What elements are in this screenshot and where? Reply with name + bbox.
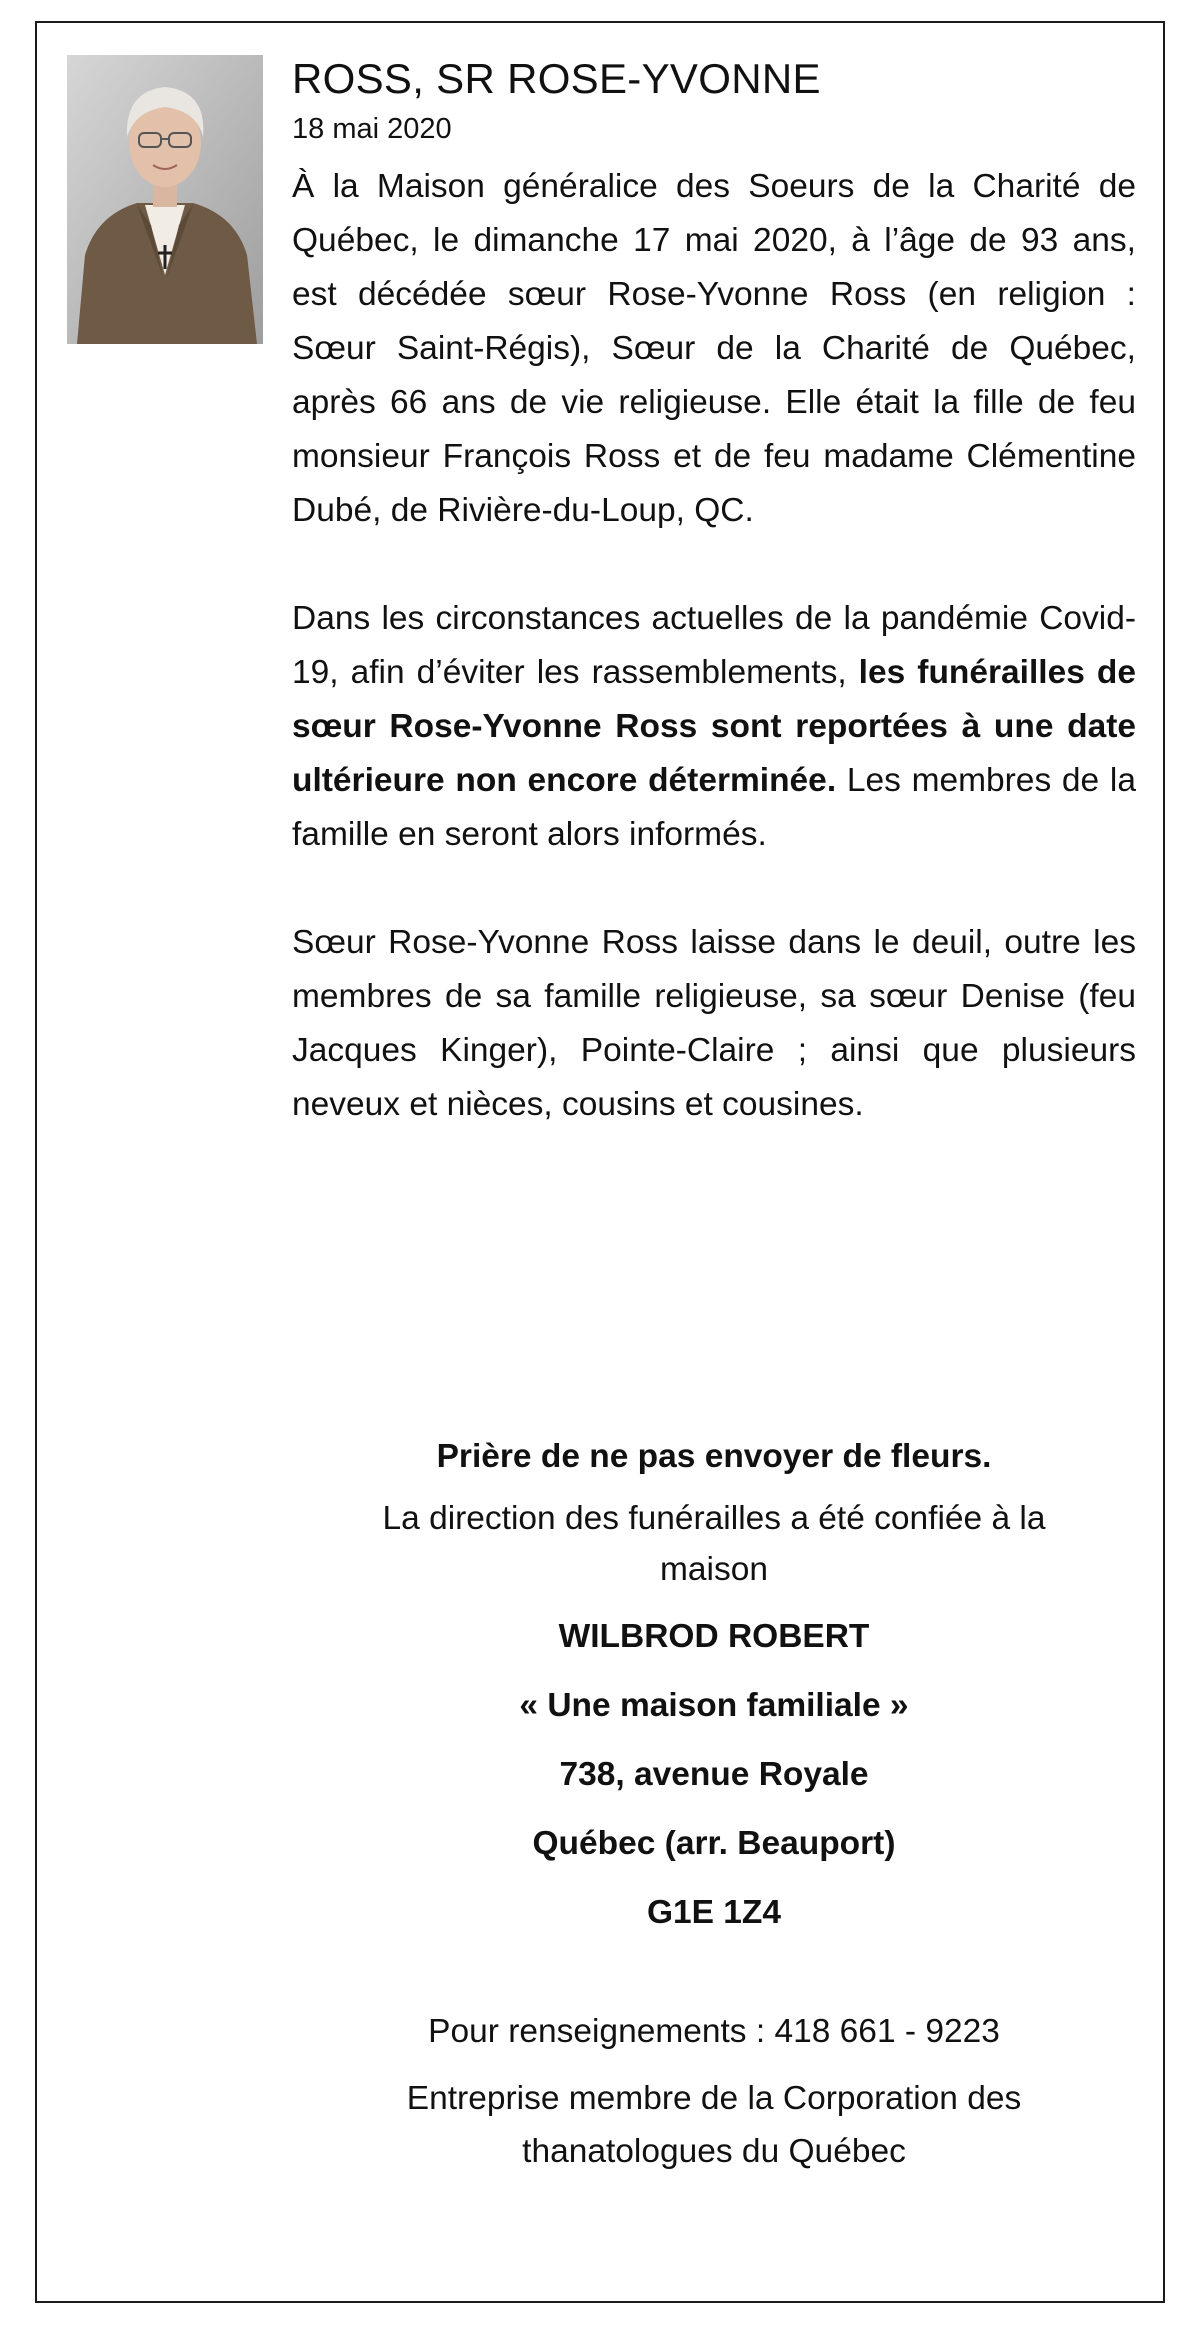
- paragraph-mourners: Sœur Rose-Yvonne Ross laisse dans le deuil, outre les membres de sa famille religieuse, sa sœur Denise (feu Jacques Kinger), Pointe-Claire ; ainsi que plusieurs neveux et nièces, cousins et cousines.: [292, 924, 1136, 1123]
- funeral-home-postal-code: G1E 1Z4: [646, 1894, 782, 1931]
- notice-date: 18 mai 2020: [292, 113, 452, 145]
- no-flowers-note: Prière de ne pas envoyer de fleurs.: [436, 1438, 992, 1475]
- funeral-home-name: WILBROD ROBERT: [558, 1618, 870, 1655]
- funeral-home-address: 738, avenue Royale: [559, 1756, 869, 1793]
- info-phone: Pour renseignements : 418 661 - 9223: [428, 2013, 1000, 2050]
- funeral-home-block: [292, 1432, 1136, 2178]
- funeral-home-city: Québec (arr. Beauport): [532, 1825, 896, 1862]
- paragraph-death: À la Maison généralice des Soeurs de la Charité de Québec, le dimanche 17 mai 2020, à l’âge de 93 ans, est décédée sœur Rose-Yvonne Ross (en religion : Sœur Saint-Régis), Sœur de la Charité de Québec, après 66 ans de vie religieuse. Elle était la fille de feu monsieur François Ross et de feu madame Clémentine Dubé, de Rivière-du-Loup, QC.: [292, 168, 1136, 529]
- membership-text: Entreprise membre de la Corporation des thanatologues du Québec: [406, 2080, 1022, 2170]
- portrait-photo: [67, 55, 263, 344]
- paragraph-funeral-bold: les funérailles de sœur Rose-Yvonne Ross sont reportées à une date ultérieure non encore déterminée.: [292, 654, 1136, 799]
- deceased-name: ROSS, SR ROSE-YVONNE: [292, 55, 821, 102]
- notice-body: [292, 50, 1136, 1132]
- paragraph-funeral: [292, 592, 1136, 862]
- paragraph-funeral-start: Dans les circonstances actuelles de la pandémie Covid-19, afin d’éviter les rassemblements,: [292, 600, 1136, 691]
- direction-text: La direction des funérailles a été confiée à la maison: [382, 1500, 1046, 1588]
- paragraph-funeral-end: Les membres de la famille en seront alors informés.: [292, 762, 1136, 853]
- funeral-home-slogan: « Une maison familiale »: [519, 1687, 909, 1724]
